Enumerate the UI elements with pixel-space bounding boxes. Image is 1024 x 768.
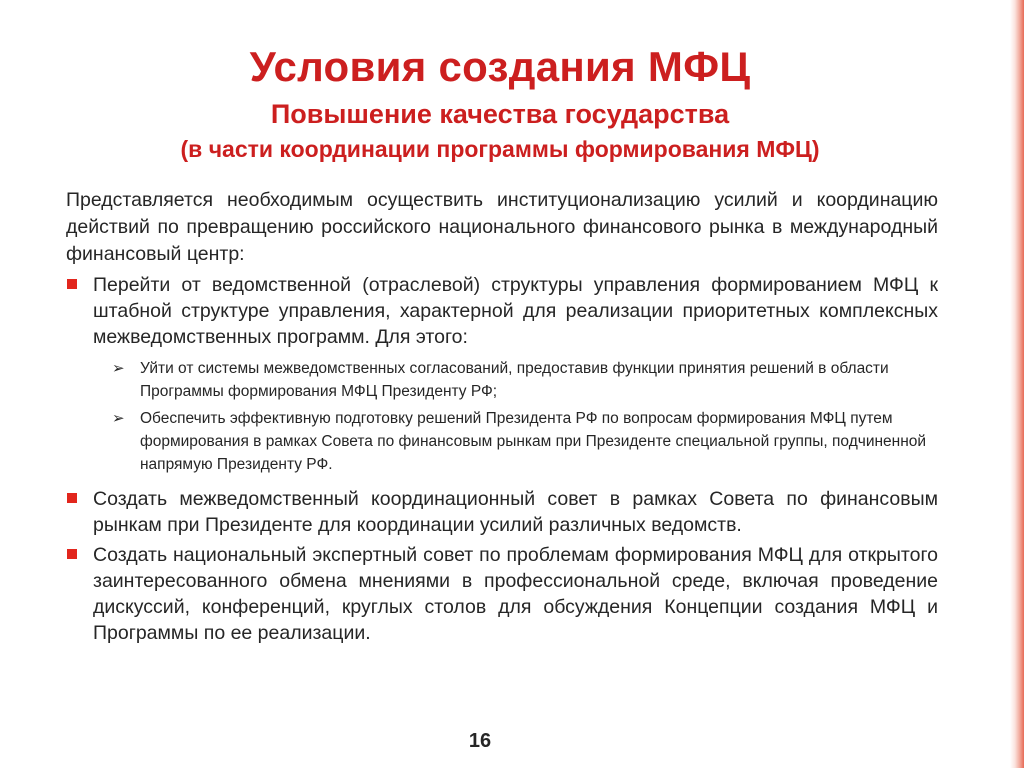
- square-bullet-icon: [67, 549, 77, 559]
- arrow-bullet-icon: ➢: [112, 410, 125, 427]
- sub-bullet-text: Уйти от системы межведомственных согласований, предоставив функции принятия решений в области Программы формирования МФЦ Президенту РФ;: [140, 360, 889, 400]
- slide-subtitle: Повышение качества государства: [270, 99, 730, 129]
- sub-bullet-text: Обеспечить эффективную подготовку решений Президента РФ по вопросам формирования МФЦ путем формирования в рамках Совета по финансовым рынкам при Президенте специальной группы, подчиненной напрямую Президенту РФ.: [140, 410, 927, 473]
- bullet-item: [66, 486, 938, 538]
- bullet-text: Создать национальный экспертный совет по проблемам формирования МФЦ для открытого заинтересованного обмена мнениями в профессиональной среде, включая проведение дискуссий, конференций, круглых столов для обсуждения Концепции создания МФЦ и Программы по ее реализации.: [93, 544, 938, 644]
- slide-edge-decoration: [1010, 0, 1024, 768]
- page-number: 16: [468, 730, 492, 752]
- bullet-item: [66, 542, 938, 646]
- intro-paragraph: Представляется необходимым осуществить институционализацию усилий и координацию действий по превращению российского национального финансового рынка в международный финансовый центр:: [66, 189, 938, 265]
- sub-bullet-item: [66, 357, 938, 403]
- sub-bullet-list: [66, 357, 938, 476]
- square-bullet-icon: [67, 493, 77, 503]
- bullet-text: Создать межведомственный координационный совет в рамках Совета по финансовым рынкам при Президенте для координации усилий различных ведомств.: [93, 488, 938, 536]
- sub-bullet-item: [66, 407, 938, 476]
- slide-subtitle-note: (в части координации программы формирования МФЦ): [180, 136, 820, 162]
- slide-content: [66, 187, 938, 646]
- square-bullet-icon: [67, 279, 77, 289]
- bullet-item: [66, 272, 938, 350]
- bullet-text: Перейти от ведомственной (отраслевой) структуры управления формированием МФЦ к штабной структуре управления, характерной для реализации приоритетных комплексных межведомственных программ. Для этого:: [93, 274, 938, 348]
- arrow-bullet-icon: ➢: [112, 360, 125, 377]
- slide-title: Условия создания МФЦ: [249, 43, 751, 90]
